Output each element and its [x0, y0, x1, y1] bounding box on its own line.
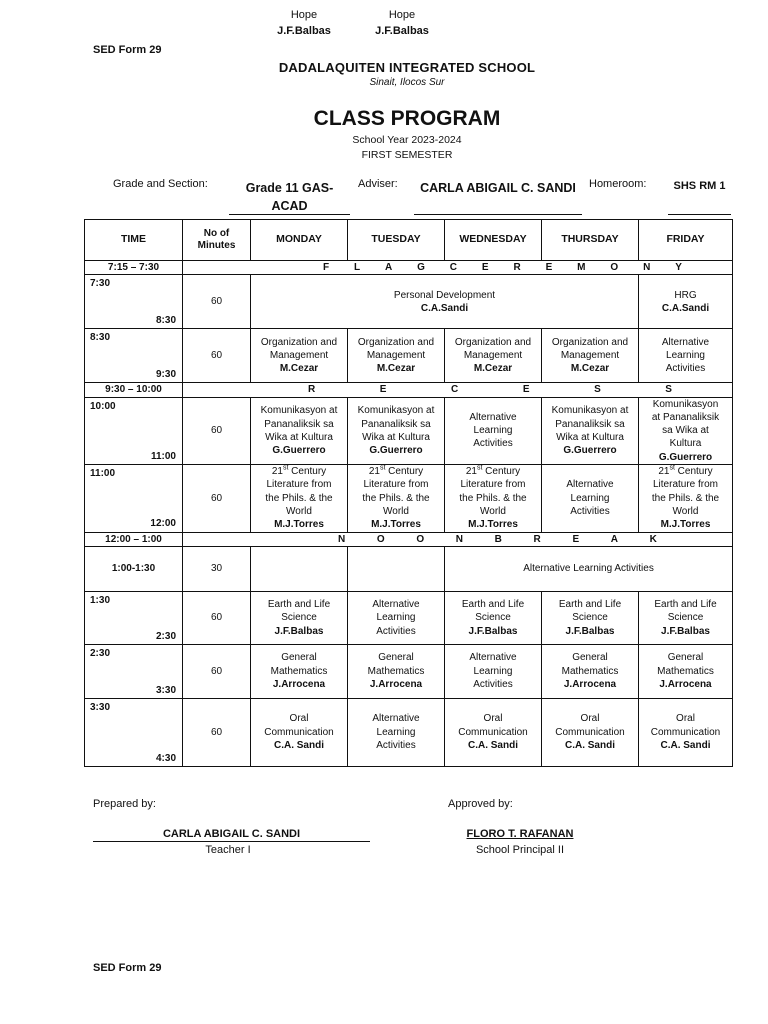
subject-line: the Phils. & the	[362, 492, 430, 504]
subject-line: Wika at Kultura	[265, 431, 333, 443]
subject-cell	[542, 397, 639, 464]
banner-letter: N	[643, 262, 651, 273]
subject-cell	[348, 397, 445, 464]
subject-cell	[445, 698, 542, 766]
signature-name: J.F.Balbas	[277, 25, 331, 37]
subject-line: Science	[281, 612, 317, 624]
subject-line: Earth and Life	[461, 598, 525, 610]
subject-line: Earth and Life	[267, 598, 331, 610]
banner-letter: R	[533, 533, 541, 545]
col-header-time: TIME	[85, 220, 183, 261]
banner-letter: Y	[675, 262, 682, 273]
subject-line: Learning	[473, 425, 513, 437]
teacher-name: C.A.Sandi	[661, 302, 710, 314]
teacher-name: J.Arrocena	[659, 679, 712, 690]
banner-letter: M	[577, 262, 586, 273]
time-cell	[85, 644, 183, 698]
subject-line: Oral	[676, 713, 695, 725]
banner-letter: A	[385, 262, 393, 273]
banner-cell	[183, 261, 733, 275]
table-row	[85, 329, 733, 383]
table-row	[85, 591, 733, 644]
banner-row	[85, 261, 733, 275]
time-cell	[85, 465, 183, 532]
teacher-name: J.F.Balbas	[274, 625, 324, 637]
time-end: 3:30	[155, 684, 176, 696]
minutes-cell: 60	[183, 591, 251, 644]
subject-cell	[348, 644, 445, 698]
teacher-name: G.Guerrero	[272, 445, 326, 457]
subject-line: Mathematics	[657, 665, 714, 677]
subject-line: Organization and	[260, 336, 338, 348]
subject-cell	[445, 546, 733, 591]
subject-line: Activities	[665, 363, 706, 375]
approved-name: FLORO T. RAFANAN	[466, 828, 574, 840]
banner-letter: C	[449, 262, 458, 273]
subject-line: World	[383, 505, 409, 517]
subject-cell	[251, 644, 348, 698]
subject-line: World	[480, 505, 506, 517]
subject-line: World	[286, 505, 312, 517]
subject-line: Literature from	[266, 479, 332, 491]
subject-cell	[348, 465, 445, 532]
teacher-name: M.Cezar	[570, 363, 610, 375]
subject-line: Komunikasyon at	[551, 405, 629, 417]
adviser-value: CARLA ABIGAIL C. SANDI	[414, 179, 582, 215]
banner-letter: C	[451, 384, 459, 396]
time-cell: 7:15 – 7:30	[85, 261, 183, 275]
banner-letter: O	[610, 262, 619, 273]
signature-word: Hope	[290, 9, 318, 21]
subject-line: Activities	[570, 505, 610, 517]
banner-letter: E	[545, 262, 553, 273]
subject-cell	[251, 591, 348, 644]
banner-letter: N	[455, 533, 463, 545]
banner-letter: E	[572, 533, 580, 545]
subject-line: Alternative	[372, 713, 420, 725]
subject-line: Alternative	[469, 652, 517, 664]
subject-line: Pananaliksik sa	[264, 418, 334, 430]
grade-value: Grade 11 GAS-ACAD	[229, 179, 350, 215]
teacher-name: C.A.Sandi	[420, 302, 469, 314]
school-year: School Year 2023-2024	[352, 134, 462, 146]
subject-line: Personal Development	[393, 289, 496, 301]
time-cell	[85, 698, 183, 766]
subject-line: Management	[269, 350, 329, 362]
adviser-label: Adviser:	[358, 178, 398, 190]
subject-cell	[445, 465, 542, 532]
time-start: 7:30	[90, 278, 111, 290]
subject-cell	[445, 591, 542, 644]
table-row	[85, 698, 733, 766]
time-cell: 1:00-1:30	[85, 546, 183, 591]
subject-cell	[639, 465, 733, 532]
time-start: 11:00	[90, 468, 116, 480]
subject-line: Organization and	[551, 336, 629, 348]
time-cell: 12:00 – 1:00	[85, 532, 183, 546]
minutes-cell: 60	[183, 329, 251, 383]
time-end: 9:30	[155, 369, 176, 380]
teacher-name: G.Guerrero	[658, 451, 713, 463]
header-signature-1	[270, 7, 338, 39]
teacher-name: C.A. Sandi	[467, 740, 518, 751]
subject-line: Management	[463, 350, 523, 362]
subject-line: Communication	[264, 726, 334, 738]
table-row	[85, 275, 733, 329]
form-number-bottom: SED Form 29	[93, 962, 162, 974]
banner-letter: N	[338, 533, 346, 545]
teacher-name: J.Arrocena	[563, 679, 617, 690]
subject-cell	[251, 397, 348, 464]
time-cell	[85, 397, 183, 464]
banner-cell	[183, 383, 733, 397]
time-end: 4:30	[155, 752, 176, 764]
subject-cell	[348, 698, 445, 766]
teacher-name: C.A. Sandi	[564, 740, 615, 751]
minutes-cell: 60	[183, 644, 251, 698]
subject-line: Pananaliksik sa	[555, 418, 625, 430]
subject-line: Communication	[458, 726, 528, 738]
subject-cell	[542, 591, 639, 644]
subject-line: General	[667, 652, 704, 664]
subject-cell	[542, 329, 639, 383]
prepared-label: Prepared by:	[93, 798, 156, 810]
subject-line: Pananaliksik sa	[361, 418, 431, 430]
prepared-position: Teacher I	[205, 844, 251, 856]
banner-letter: B	[494, 533, 502, 545]
teacher-name: J.Arrocena	[369, 679, 423, 690]
subject-line: Literature from	[363, 479, 429, 491]
banner-cell	[183, 532, 733, 546]
homeroom-value: SHS RM 1	[668, 177, 731, 215]
subject-line: the Phils. & the	[651, 492, 720, 504]
approved-label: Approved by:	[448, 798, 513, 810]
subject-line: Oral	[289, 713, 309, 725]
homeroom-label: Homeroom:	[589, 178, 647, 190]
teacher-name: C.A. Sandi	[660, 740, 711, 751]
time-cell	[85, 275, 183, 329]
time-end: 12:00	[150, 518, 176, 530]
subject-line: Science	[475, 612, 511, 624]
subject-line: Management	[366, 350, 426, 362]
subject-cell	[639, 644, 733, 698]
subject-line: Communication	[555, 726, 625, 738]
col-header-monday: MONDAY	[251, 220, 348, 261]
minutes-cell: 60	[183, 275, 251, 329]
subject-cell	[639, 591, 733, 644]
banner-letter: R	[513, 262, 521, 273]
subject-line: Wika at Kultura	[556, 431, 624, 443]
teacher-name: M.Cezar	[376, 363, 416, 375]
subject-cell	[348, 329, 445, 383]
subject-line: Organization and	[454, 336, 532, 348]
subject-line: World	[672, 505, 699, 517]
form-number-top: SED Form 29	[93, 44, 162, 56]
minutes-cell: 30	[183, 546, 251, 591]
banner-letter: S	[665, 384, 672, 396]
teacher-name: G.Guerrero	[369, 445, 423, 457]
subject-cell	[639, 329, 733, 383]
subject-line: Komunikasyon at	[357, 405, 435, 417]
subject-line: Learning	[376, 612, 416, 624]
time-cell: 9:30 – 10:00	[85, 383, 183, 397]
subject-cell	[251, 275, 639, 329]
subject-line: the Phils. & the	[265, 492, 333, 504]
subject-line: Activities	[473, 679, 513, 690]
minutes-cell: 60	[183, 465, 251, 532]
banner-letter: E	[522, 384, 530, 396]
subject-cell	[445, 397, 542, 464]
banner-letter: R	[308, 384, 316, 396]
subject-line: Alternative	[469, 411, 517, 423]
subject-line: Mathematics	[561, 665, 619, 677]
time-end: 2:30	[155, 630, 176, 642]
subject-cell	[251, 698, 348, 766]
subject-line: General	[281, 652, 317, 664]
subject-line: Activities	[473, 438, 513, 450]
banner-letter: E	[379, 384, 387, 396]
teacher-name: M.J.Torres	[274, 519, 324, 531]
class-schedule-table	[84, 219, 733, 767]
subject-line: sa Wika at	[662, 425, 709, 437]
subject-cell	[445, 644, 542, 698]
subject-cell	[251, 329, 348, 383]
teacher-name: M.J.Torres	[660, 519, 711, 531]
subject-cell	[542, 465, 639, 532]
teacher-name: M.J.Torres	[371, 519, 421, 531]
subject-cell	[348, 546, 445, 591]
subject-line: 21st Century	[368, 464, 424, 478]
subject-line: General	[378, 652, 414, 664]
signature-word: Hope	[388, 9, 416, 21]
teacher-name: J.F.Balbas	[468, 625, 518, 637]
teacher-name: M.Cezar	[473, 363, 513, 375]
banner-letter: A	[610, 533, 618, 545]
table-row	[85, 644, 733, 698]
banner-row	[85, 383, 733, 397]
subject-line: 21st Century	[465, 464, 521, 478]
time-start: 2:30	[90, 647, 111, 659]
table-row	[85, 397, 733, 464]
time-cell	[85, 329, 183, 383]
col-header-minutes	[183, 220, 251, 261]
banner-letter: F	[323, 262, 330, 273]
teacher-name: M.J.Torres	[468, 519, 518, 531]
banner-letter: O	[416, 533, 425, 545]
subject-line: Alternative	[661, 336, 710, 348]
banner-letter: K	[649, 533, 657, 545]
subject-line: Literature from	[460, 479, 526, 491]
time-start: 8:30	[90, 332, 111, 344]
teacher-name: G.Guerrero	[563, 445, 617, 457]
subject-line: Alternative	[372, 598, 420, 610]
subject-line: Learning	[570, 492, 610, 504]
subject-cell	[251, 546, 348, 591]
teacher-name: M.Cezar	[279, 363, 319, 375]
subject-line: Kultura	[669, 438, 702, 450]
subject-line: Learning	[376, 726, 416, 738]
subject-cell	[445, 329, 542, 383]
grade-label: Grade and Section:	[113, 178, 208, 190]
subject-cell	[251, 465, 348, 532]
school-location: Sinait, Ilocos Sur	[369, 77, 445, 88]
subject-line: 21st Century	[271, 464, 327, 478]
subject-line: Communication	[650, 726, 721, 738]
header-signature-2	[368, 7, 436, 39]
time-cell	[85, 591, 183, 644]
subject-line: Earth and Life	[558, 598, 622, 610]
subject-line: Mathematics	[367, 665, 425, 677]
prepared-name: CARLA ABIGAIL C. SANDI	[93, 828, 370, 842]
subject-cell	[639, 698, 733, 766]
teacher-name: J.Arrocena	[272, 679, 326, 690]
subject-line: Oral	[580, 713, 600, 725]
col-header-tuesday: TUESDAY	[348, 220, 445, 261]
subject-line: Alternative	[566, 479, 614, 491]
time-start: 1:30	[90, 594, 111, 606]
table-header-row	[85, 220, 733, 261]
subject-line: Mathematics	[270, 665, 328, 677]
subject-line: at Pananaliksik	[651, 411, 720, 423]
col-header-minutes-text: No of Minutes	[197, 227, 236, 251]
approved-position: School Principal II	[475, 844, 565, 856]
col-header-thursday: THURSDAY	[542, 220, 639, 261]
subject-cell	[639, 397, 733, 464]
semester: FIRST SEMESTER	[361, 149, 453, 161]
banner-letter: E	[481, 262, 489, 273]
banner-letter: G	[417, 262, 425, 273]
banner-row	[85, 532, 733, 546]
subject-line: Learning	[473, 665, 513, 677]
subject-line: General	[572, 652, 608, 664]
subject-line: Oral	[483, 713, 503, 725]
banner-letter: S	[594, 384, 601, 396]
school-name: DADALAQUITEN INTEGRATED SCHOOL	[278, 60, 536, 75]
subject-line: Organization and	[357, 336, 435, 348]
signature-name: J.F.Balbas	[375, 25, 429, 37]
banner-letter: L	[354, 262, 361, 273]
subject-line: Science	[667, 612, 704, 624]
subject-line: Activities	[376, 625, 416, 637]
subject-line: Wika at Kultura	[362, 431, 430, 443]
subject-cell	[542, 698, 639, 766]
table-row	[85, 546, 733, 591]
time-start: 3:30	[90, 701, 111, 713]
subject-line: Activities	[376, 740, 416, 751]
subject-line: 21st Century	[658, 464, 713, 478]
subject-line: Earth and Life	[654, 598, 717, 610]
subject-line: Alternative Learning Activities	[523, 563, 654, 575]
teacher-name: J.F.Balbas	[661, 625, 710, 637]
subject-cell	[639, 275, 733, 329]
subject-line: Management	[560, 350, 620, 362]
teacher-name: C.A. Sandi	[273, 740, 324, 751]
teacher-name: J.F.Balbas	[565, 625, 615, 637]
subject-line: Komunikasyon	[652, 398, 719, 410]
time-start: 10:00	[90, 400, 116, 412]
minutes-cell: 60	[183, 698, 251, 766]
subject-line: Literature from	[652, 479, 719, 491]
minutes-cell: 60	[183, 397, 251, 464]
subject-line: Science	[572, 612, 608, 624]
col-header-friday: FRIDAY	[639, 220, 733, 261]
table-row	[85, 465, 733, 532]
subject-line: HRG	[674, 289, 697, 301]
subject-cell	[542, 644, 639, 698]
subject-line: Learning	[666, 350, 705, 362]
schedule-body	[85, 261, 733, 767]
time-end: 11:00	[150, 450, 176, 462]
banner-letter: O	[376, 533, 385, 545]
col-header-wednesday: WEDNESDAY	[445, 220, 542, 261]
subject-line: Komunikasyon at	[260, 405, 338, 417]
page-title: CLASS PROGRAM	[313, 107, 501, 130]
subject-line: the Phils. & the	[459, 492, 527, 504]
time-end: 8:30	[155, 315, 176, 326]
subject-cell	[348, 591, 445, 644]
